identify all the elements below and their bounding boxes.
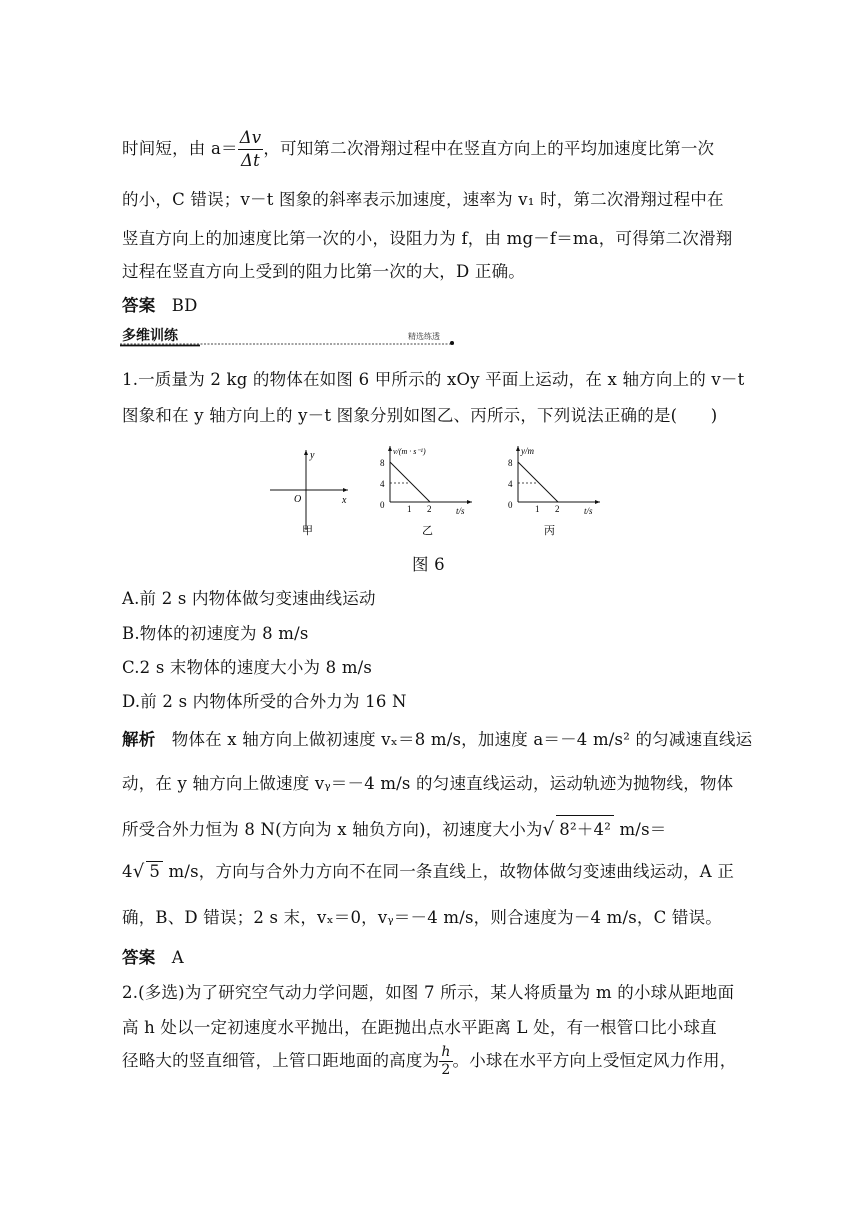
question-2-line-1: 2.(多选)为了研究空气动力学问题，如图 7 所示，某人将质量为 m 的小球从距地面 [122,983,735,1002]
text-segment: 所受合外力恒为 8 N(方向为 x 轴负方向)，初速度大小为 [122,820,543,839]
yi-y-tick-4: 4 [380,479,385,489]
option-b: B.物体的初速度为 8 m/s [122,624,309,643]
fraction-denominator: Δt [241,151,260,170]
answer-line [122,292,198,316]
bing-y-axis-label: y/m [521,446,534,456]
section-title: 多维训练 [122,329,178,344]
figure-yi [372,440,482,540]
sqrt-sign: √ [542,819,555,840]
question-2-line-2: 高 h 处以一定初速度水平抛出，在距抛出点水平距离 L 处，有一根管口比小球直 [122,1018,717,1037]
yi-x-axis-label: t/s [456,506,465,516]
option-a: A.前 2 s 内物体做匀变速曲线运动 [122,589,376,608]
fraction-numerator: Δv [238,127,264,150]
text-segment: m/s，方向与合外力方向不在同一条直线上，故物体做匀变速曲线运动，A 正 [163,862,735,881]
yi-caption: 乙 [422,525,433,537]
solution-line-4 [122,858,734,882]
figure-caption: 图 6 [412,555,445,574]
bing-y-tick-0: 0 [508,500,513,510]
banner-dot [450,341,454,345]
solution-line-3 [122,815,666,840]
answer-2-line [122,944,184,968]
solution-line-5: 确，B、D 错误；2 s 末，vₓ＝0，vᵧ＝－4 m/s，则合速度为－4 m/s，C 错误。 [122,908,722,927]
answer-value: BD [171,296,198,315]
text-segment: 。小球在水平方向上受恒定风力作用， [452,1051,737,1070]
option-c: C.2 s 末物体的速度大小为 8 m/s [122,658,373,677]
yi-x-tick-1: 1 [407,504,412,514]
bing-position-line [518,462,558,502]
bing-y-tick-8: 8 [508,458,513,468]
text-segment: 4 [122,862,133,881]
jia-y-axis-label: y [310,450,315,461]
text-segment: 时间短，由 a＝ [122,139,238,158]
text-line-2: 的小，C 错误；v－t 图象的斜率表示加速度，速率为 v₁ 时，第二次滑翔过程中在 [122,190,724,209]
yi-y-tick-0: 0 [380,500,385,510]
jia-caption: 甲 [302,525,313,537]
figure-bing [500,440,610,540]
fraction-h-over-2 [439,1044,452,1079]
solution-label: 解析 [122,730,156,749]
solution-line-1 [122,726,752,750]
text-segment: 物体在 x 轴方向上做初速度 vₓ＝8 m/s，加速度 a＝－4 m/s² 的匀减速直线运 [171,730,753,749]
figure-jia [264,440,354,540]
text-segment: 径略大的竖直细管，上管口距地面的高度为 [122,1051,440,1070]
bing-y-tick-4: 4 [508,479,513,489]
text-segment: m/s＝ [614,820,667,839]
text-segment: ，可知第二次滑翔过程中在竖直方向上的平均加速度比第一次 [263,139,715,158]
bing-caption: 丙 [544,525,555,537]
text-line-4: 过程在竖直方向上受到的阻力比第一次的大，D 正确。 [122,262,525,281]
section-tag: 精选练透 [408,332,440,341]
question-1-stem-2: 图象和在 y 轴方向上的 y－t 图象分别如图乙、丙所示，下列说法正确的是( ) [122,406,718,425]
sqrt-sign: √ [132,861,145,882]
fraction-delta-v-over-delta-t [238,127,264,172]
text-line-1 [122,127,714,172]
jia-origin-label: O [294,494,302,505]
bing-x-tick-2: 2 [555,504,560,514]
yi-velocity-line [390,462,430,502]
solution-line-2: 动，在 y 轴方向上做速度 vᵧ＝－4 m/s 的匀速直线运动，运动轨迹为抛物线，物体 [122,774,734,793]
radicand: 5 [146,861,163,881]
yi-y-tick-8: 8 [380,458,385,468]
jia-x-axis-label: x [342,495,347,506]
option-d: D.前 2 s 内物体所受的合外力为 16 N [122,692,407,711]
answer-label: 答案 [122,948,156,967]
fraction-numerator: h [441,1044,451,1060]
text-line-3: 竖直方向上的加速度比第一次的小，设阻力为 f，由 mg－f＝ma，可得第二次滑翔 [122,229,733,248]
fraction-denominator: 2 [441,1062,451,1078]
answer-value: A [171,948,184,967]
yi-y-axis-label: v/(m · s⁻¹) [393,447,426,456]
question-2-line-3 [122,1044,736,1079]
yi-x-tick-2: 2 [427,504,432,514]
answer-label: 答案 [122,296,156,315]
section-banner [120,325,460,347]
bing-x-tick-1: 1 [535,504,540,514]
bing-x-axis-label: t/s [584,506,593,516]
radicand: 8²＋4² [556,815,614,840]
question-1-stem-1: 1.一质量为 2 kg 的物体在如图 6 甲所示的 xOy 平面上运动，在 x 轴方向上的 v－t [122,370,745,389]
